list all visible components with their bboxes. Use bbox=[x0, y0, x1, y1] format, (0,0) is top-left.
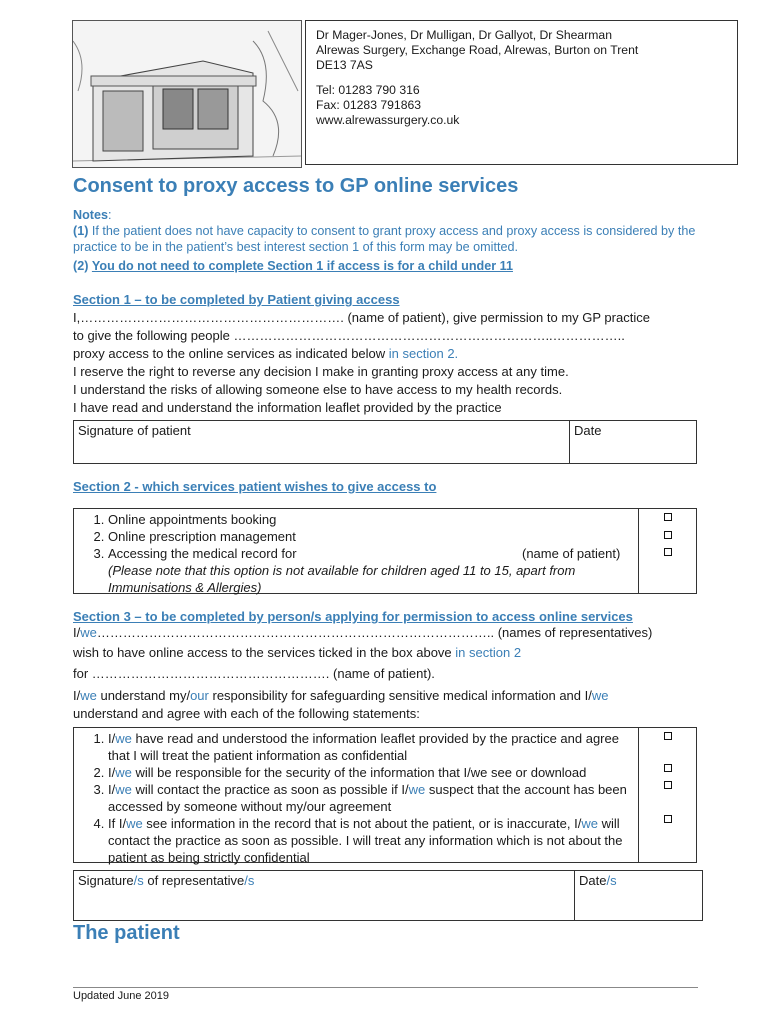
s4d: we bbox=[581, 816, 598, 831]
s1-line-3b: in section 2. bbox=[388, 346, 459, 361]
statement-4 bbox=[108, 815, 638, 866]
s3c: will contact the practice as soon as possible if I/ bbox=[131, 782, 409, 797]
section-3-statements bbox=[73, 727, 639, 863]
checkbox-statement-3[interactable] bbox=[664, 781, 672, 789]
rep-sig-a: Signature bbox=[78, 873, 134, 888]
statement-3 bbox=[108, 781, 638, 815]
s3-l2b: in section 2 bbox=[455, 645, 522, 660]
patient-signature-field[interactable] bbox=[73, 420, 570, 464]
s1b: we bbox=[115, 731, 132, 746]
website: www.alrewassurgery.co.uk bbox=[316, 113, 460, 127]
representative-date-field[interactable] bbox=[574, 870, 703, 921]
section-3-checkbox-column bbox=[638, 727, 697, 863]
rep-sig-c: of representative bbox=[143, 873, 245, 888]
s1-line-6: I have read and understand the information leaflet provided by the practice bbox=[73, 400, 502, 415]
service-appointments: 1. Online appointments booking bbox=[108, 511, 638, 528]
service-prescriptions: 2. Online prescription management bbox=[108, 528, 638, 545]
rep-sig-b: /s bbox=[133, 873, 144, 888]
note-2-number: (2) bbox=[73, 259, 89, 273]
s3b: we bbox=[115, 782, 132, 797]
s2b: we bbox=[115, 765, 132, 780]
s4c: see information in the record that is not about the patient, or is inaccurate, I/ bbox=[142, 816, 582, 831]
checkbox-statement-1[interactable] bbox=[664, 732, 672, 740]
notes-heading: Notes bbox=[73, 208, 108, 222]
s3-l4b: we bbox=[80, 688, 97, 703]
s3-l5: understand and agree with each of the following statements: bbox=[73, 706, 420, 721]
fax: Fax: 01283 791863 bbox=[316, 98, 422, 112]
s3-l4e: responsibility for safeguarding sensitive medical information and I/ bbox=[208, 688, 592, 703]
section-2-heading: Section 2 - which services patient wishes to give access to bbox=[73, 479, 437, 494]
note-1-number: (1) bbox=[73, 224, 89, 238]
section-2-services-list bbox=[73, 508, 639, 594]
s3-l3: for ………………………………………………. (name of patient). bbox=[73, 666, 435, 681]
rep-date-a: Date bbox=[579, 873, 607, 888]
statement-1 bbox=[108, 730, 638, 764]
notes bbox=[73, 207, 713, 274]
address-line-2: DE13 7AS bbox=[316, 58, 373, 72]
service-medical-record-label: Accessing the medical record for bbox=[108, 546, 297, 561]
s4e: will contact the practice as soon as possible. I will treat any information which is not about the patient as being strictly confidential bbox=[108, 816, 623, 865]
s1-line-2: to give the following people ………………………………………………………………..…………….. bbox=[73, 328, 625, 343]
rep-date-b: /s bbox=[606, 873, 617, 888]
s3-l4a: I/ bbox=[73, 688, 81, 703]
section-1-heading: Section 1 – to be completed by Patient giving access bbox=[73, 292, 400, 307]
checkbox-statement-2[interactable] bbox=[664, 764, 672, 772]
s3-l4c: understand my/ bbox=[96, 688, 191, 703]
checkbox-medical-record[interactable] bbox=[664, 548, 672, 556]
s2c: will be responsible for the security of the information that I/we see or download bbox=[131, 765, 587, 780]
s3-l1a: I/ bbox=[73, 625, 81, 640]
surgery-building-sketch bbox=[72, 20, 302, 168]
s3-l4f: we bbox=[591, 688, 609, 703]
practice-details bbox=[305, 20, 738, 165]
s2a: I/ bbox=[108, 765, 116, 780]
s3e: suspect that the account has been accessed by someone without my/our agreement bbox=[108, 782, 627, 814]
s3-l1b: we bbox=[80, 625, 97, 640]
address-line-1: Alrewas Surgery, Exchange Road, Alrewas, Burton on Trent bbox=[316, 43, 639, 57]
patient-date-field[interactable] bbox=[569, 420, 697, 464]
s3-l4d: our bbox=[190, 688, 209, 703]
rep-sig-d: /s bbox=[244, 873, 255, 888]
page-title: Consent to proxy access to GP online services bbox=[73, 175, 519, 197]
section-1-body bbox=[73, 309, 713, 417]
footer-updated: Updated June 2019 bbox=[73, 990, 170, 1002]
s4a: If I/ bbox=[108, 816, 127, 831]
s1-line-3a: proxy access to the online services as indicated below bbox=[73, 346, 389, 361]
s1c: have read and understood the information leaflet provided by the practice and agree that I will treat the patient information as confidential bbox=[108, 731, 619, 763]
s1-line-5: I understand the risks of allowing someone else to have access to my health records. bbox=[73, 382, 563, 397]
checkbox-statement-4[interactable] bbox=[664, 815, 672, 823]
s3-l2a: wish to have online access to the services ticked in the box above bbox=[73, 645, 456, 660]
note-1-text: If the patient does not have capacity to consent to grant proxy access and proxy access is considered by the practice to be in the patient’s best interest section 1 of this form may be omitted. bbox=[73, 224, 696, 254]
patient-signature-label: Signature of patient bbox=[78, 423, 191, 438]
representative-signature-field[interactable] bbox=[73, 870, 575, 921]
footer-divider bbox=[73, 987, 698, 988]
s1-line-1: I,……………………………………………………. (name of patient), give permission to my GP practice bbox=[73, 310, 650, 325]
s3a: I/ bbox=[108, 782, 116, 797]
patient-heading: The patient bbox=[73, 922, 180, 944]
service-medical-record bbox=[108, 545, 638, 596]
notes-colon: : bbox=[108, 208, 112, 222]
checkbox-appointments[interactable] bbox=[664, 513, 672, 521]
statement-2 bbox=[108, 764, 638, 781]
s4b: we bbox=[126, 816, 143, 831]
s3-l1c: ……………………………………………………………………………….. (names of representatives) bbox=[96, 625, 653, 640]
section-3-heading: Section 3 – to be completed by person/s applying for permission to access online services bbox=[73, 609, 633, 624]
note-2-text: You do not need to complete Section 1 if access is for a child under 11 bbox=[91, 259, 513, 273]
doctors-list: Dr Mager-Jones, Dr Mulligan, Dr Gallyot, Dr Shearman bbox=[316, 28, 612, 42]
section-3-body bbox=[73, 624, 713, 723]
s1a: I/ bbox=[108, 731, 116, 746]
s1-line-4: I reserve the right to reverse any decision I make in granting proxy access at any time. bbox=[73, 364, 569, 379]
service-medical-record-note: (Please note that this option is not available for children aged 11 to 15, apart from Immunisations & Allergies) bbox=[108, 563, 576, 595]
checkbox-prescriptions[interactable] bbox=[664, 531, 672, 539]
telephone: Tel: 01283 790 316 bbox=[316, 83, 420, 97]
s3d: we bbox=[408, 782, 426, 797]
patient-date-label: Date bbox=[574, 423, 602, 438]
service-medical-record-name-hint: (name of patient) bbox=[522, 546, 621, 561]
